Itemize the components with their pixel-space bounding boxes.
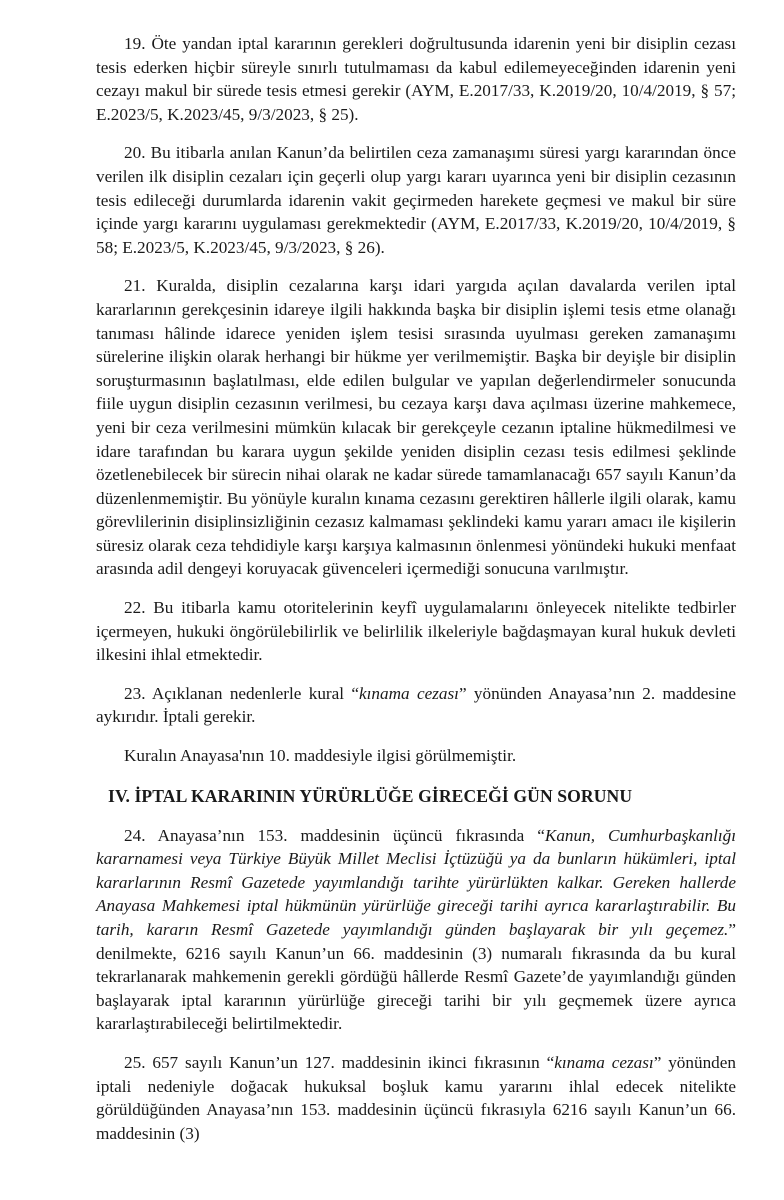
paragraph-19: 19. Öte yandan iptal kararının gerekleri doğrultusunda idarenin yeni bir disiplin cezası tesis ederken hiçbir süreyle sınırlı tutulmaması da kabul edilemeyeceğinden idarenin yeni cezayı makul bir sürede tesis etmesi gerekir (AYM, E.2017/33, K.2019/20, 10/4/2019, § 57; E.2023/5, K.2023/45, 9/3/2023, § 25). <box>96 34 736 124</box>
document-page <box>96 32 736 1160</box>
paragraph-22: 22. Bu itibarla kamu otoritelerinin keyfî uygulamalarını önleyecek nitelikte tedbirler içermeyen, hukuki öngörülebilirlik ve belirlilik ilkeleriyle bağdaşmayan kural hukuk devleti ilkesini ihlal etmektedir. <box>96 598 736 665</box>
paragraph-20: 20. Bu itibarla anılan Kanun’da belirtilen ceza zamanaşımı süresi yargı kararından önce verilen ilk disiplin cezaları için geçerli olup yargı kararı uyarınca yeni bir disiplin cezasının tesis edileceği durumlarda idarenin vakit geçirmeden harekete geçmesi ve makul bir süre içinde yargı kararını uygulaması gerekmektedir (AYM, E.2017/33, K.2019/20, 10/4/2019, § 58; E.2023/5, K.2023/45, 9/3/2023, § 26). <box>96 143 736 257</box>
paragraph-25-italic: kınama cezası <box>554 1052 654 1072</box>
paragraph-24 <box>96 824 736 1036</box>
paragraph-23-italic: kınama cezası <box>359 683 459 703</box>
paragraph-25-text: 25. 657 sayılı Kanun’un 127. maddesinin ikinci fıkrasının “ <box>124 1052 555 1072</box>
paragraph-21: 21. Kuralda, disiplin cezalarına karşı idari yargıda açılan davalarda verilen iptal kararlarının gerekçesinin idareye ilgili hakkında başka bir disiplin işlemi tesis etme olanağı tanıması hâlinde idarece yeniden işlem tesisi sırasında uyulması gereken zamanaşımı sürelerine ilişkin olarak herhangi bir hükme yer verilmemiştir. Başka bir deyişle bir disiplin soruşturmasının başlatılması, elde edilen bulgular ve yapılan değerlendirmeler sonucunda fiile uygun disiplin cezasının verilmesi, bu cezaya karşı dava açılması üzerine mahkemece, yeni bir ceza verilmesini mümkün kılacak bir gerekçeyle cezanın iptaline hükmedilmesi ve idare tarafından bu karara uygun şekilde yeniden disiplin cezası tesis edilmesi şeklinde özetlenebilecek bir sürecin nihai olarak ne kadar sürede tamamlanacağı 657 sayılı Kanun’da düzenlenmemiştir. Bu yönüyle kuralın kınama cezasını gerektiren hâllerle ilgili olarak, kamu görevlilerinin disiplinsizliğinin cezasız kalmaması şeklindeki kamu yararı amacı ile kişilerin süresiz olarak ceza tehdidiyle karşı karşıya kalmasının önlenmesi yönündeki hukuki menfaat arasında adil dengeyi koruyacak güvenceleri içermediği sonucuna varılmıştır. <box>96 276 736 579</box>
paragraph-note: Kuralın Anayasa'nın 10. maddesiyle ilgisi görülmemiştir. <box>124 746 517 766</box>
paragraph-24-text: 24. Anayasa’nın 153. maddesinin üçüncü fıkrasında “ <box>124 825 545 845</box>
paragraph-24-italic: Kanun, Cumhurbaşkanlığı kararnamesi veya Türkiye Büyük Millet Meclisi İçtüzüğü ya da bunların hükümleri, iptal kararlarının Resmî Gazetede yayımlandığı tarihte yürürlükten kalkar. Gereken hallerde Anayasa Mahkemesi iptal hükmünün yürürlüğe gireceği tarihi ayrıca kararlaştırabilir. Bu tarih, kararın Resmî Gazetede yayımlandığı günden başlayarak bir yılı geçemez. <box>96 825 736 939</box>
paragraph-23-text: 23. Açıklanan nedenlerle kural “ <box>124 683 360 703</box>
paragraph-23-text-end: ” yönünden Anayasa’nın 2. maddesine aykırıdır. İptali gerekir. <box>96 683 736 727</box>
section-heading: IV. İPTAL KARARININ YÜRÜRLÜĞE GİRECEĞİ GÜN SORUNU <box>108 785 633 806</box>
paragraph-25-text-end: ” yönünden iptali nedeniyle doğacak hukuksal boşluk kamu yararını ihlal edecek nitelikte görüldüğünden Anayasa’nın 153. maddesinin üçüncü fıkrasıyla 6216 sayılı Kanun’un 66. maddesinin (3) <box>96 1052 736 1143</box>
paragraph-24-text-end: ” denilmekte, 6216 sayılı Kanun’un 66. maddesinin (3) numaralı fıkrasında da bu kural tekrarlanarak mahkemenin gerekli gördüğü hâllerde Resmî Gazete’de yayımlandığı günden başlayarak iptal kararının yürürlüğe gireceği tarihi bir yılı geçmemek üzere ayrıca kararlaştırabileceği belirtilmektedir. <box>96 920 736 1034</box>
paragraph-25 <box>96 1051 736 1145</box>
paragraph-23 <box>96 682 736 729</box>
